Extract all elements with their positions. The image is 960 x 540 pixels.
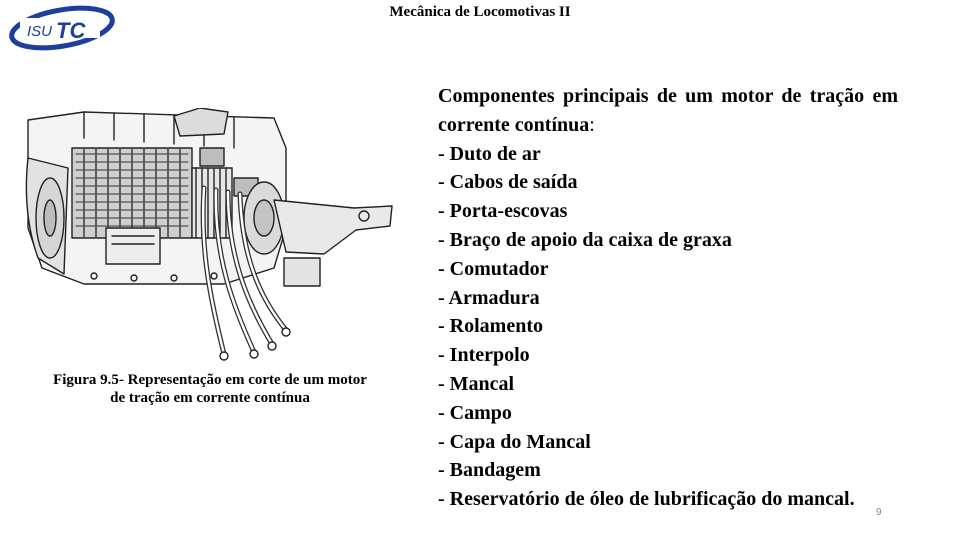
list-item: - Duto de ar: [438, 142, 541, 165]
logo-tc-text: TC: [56, 18, 86, 43]
page-title: Mecânica de Locomotivas II: [389, 4, 571, 20]
components-list: [438, 140, 898, 514]
figure-caption-line1: Figura 9.5- Representação em corte de um motor: [53, 372, 367, 388]
list-item: - Cabos de saída: [438, 171, 578, 194]
list-item: - Armadura: [438, 286, 540, 309]
components-heading-colon: :: [589, 113, 595, 136]
traction-motor-cutaway-drawing: [24, 108, 396, 364]
list-item: - Porta-escovas: [438, 200, 568, 223]
components-heading-text: Componentes principais de um motor de tração em corrente contínua: [438, 85, 898, 136]
components-heading: [438, 82, 898, 140]
page-number: 9: [876, 507, 882, 518]
list-item: - Bandagem: [438, 459, 541, 482]
figure-caption: [22, 371, 398, 407]
list-item: - Reservatório de óleo de lubrificação do mancal.: [438, 488, 855, 511]
figure-caption-line2: de tração em corrente contínua: [110, 390, 310, 406]
list-item: - Comutador: [438, 257, 549, 280]
list-item: - Rolamento: [438, 315, 543, 338]
list-item: - Capa do Mancal: [438, 430, 591, 453]
list-item: - Campo: [438, 401, 512, 424]
list-item: - Braço de apoio da caixa de graxa: [438, 228, 732, 251]
logo-isu-text: ISU: [27, 23, 53, 40]
list-item: - Interpolo: [438, 344, 530, 367]
components-text: [438, 82, 898, 514]
list-item: - Mancal: [438, 372, 515, 395]
